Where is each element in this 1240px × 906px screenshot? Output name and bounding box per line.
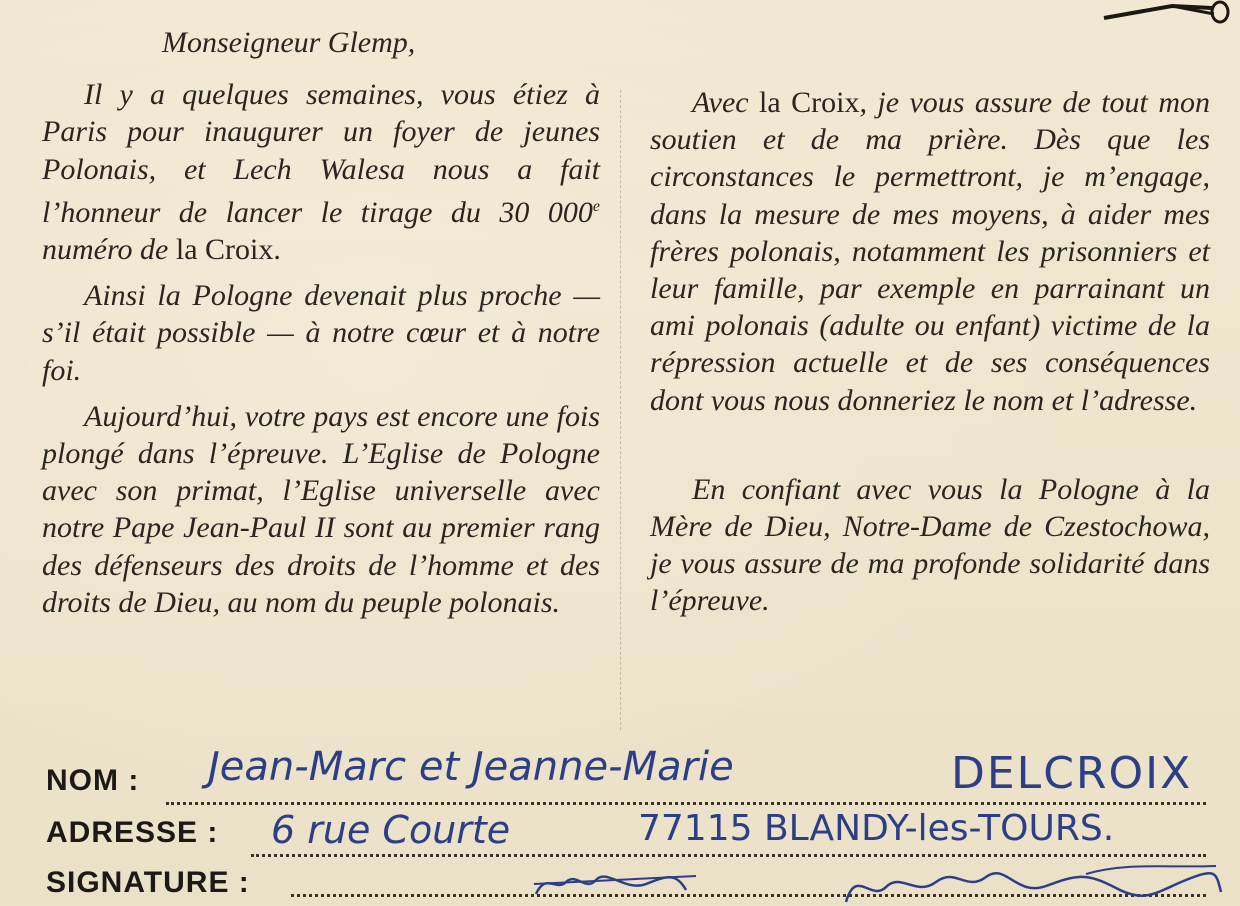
- nom-dotted-line: [166, 802, 1206, 805]
- salutation: Monseigneur Glemp,: [162, 26, 416, 59]
- nom-label: NOM :: [46, 764, 140, 797]
- newspaper-name: la Croix: [759, 86, 860, 119]
- adresse-dotted-line: [251, 854, 1206, 857]
- nom-handwritten-surname[interactable]: DELCROIX: [951, 748, 1193, 799]
- signature-label: SIGNATURE :: [46, 866, 250, 899]
- nom-handwritten-names[interactable]: Jean-Marc et Jeanne-Marie: [208, 744, 734, 790]
- paragraph: Aujourd’hui, votre pays est encore une fois plongé dans l’épreuve. L’Eglise de Pologne avec son primat, l’Eglise universelle avec notre Pape Jean-Paul II sont au premier rang des défenseurs des droits de l’homme et des droits de Dieu, au nom du peuple polonais.: [42, 399, 600, 619]
- paragraph: Il y a quelques semaines, vous étiez à Paris pour inaugurer un foyer de jeunes Polonais, et Lech Walesa nous a fait l’honneur de lancer le tirage du 30 000e numéro de la Croix.: [42, 78, 600, 267]
- newspaper-name: la Croix.: [175, 233, 281, 267]
- handwritten-signature[interactable]: [526, 862, 1226, 905]
- signature-row: [46, 866, 250, 906]
- adresse-row: [46, 816, 218, 850]
- column-divider: [620, 90, 621, 730]
- scissors-icon: [1102, 0, 1232, 30]
- letter-right-column: [650, 84, 1210, 620]
- adresse-handwritten-street[interactable]: 6 rue Courte: [271, 808, 511, 852]
- nom-row: [46, 764, 139, 798]
- paragraph: Avec la Croix, je vous assure de tout mon soutien et de ma prière. Dès que les circonstances le permettront, je m’engage, dans la mesure de mes moyens, à aider mes frères polonais, notamment les prisonniers et leur famille, par exemple en parrainant un ami polonais (adulte ou enfant) victime de la répression actuelle et de ses conséquences dont vous nous donneriez le nom et l’adresse.: [650, 86, 1210, 417]
- letter-left-column: [42, 24, 600, 621]
- paragraph: Ainsi la Pologne devenait plus proche — s’il était possible — à notre cœur et à notre foi.: [42, 279, 600, 387]
- paragraph: En confiant avec vous la Pologne à la Mère de Dieu, Notre-Dame de Czestochowa, je vous assure de ma profonde solidarité dans l’épreuve.: [650, 472, 1210, 618]
- adresse-label: ADRESSE :: [46, 816, 219, 849]
- adresse-handwritten-city[interactable]: 77115 BLANDY-les-TOURS.: [638, 808, 1115, 849]
